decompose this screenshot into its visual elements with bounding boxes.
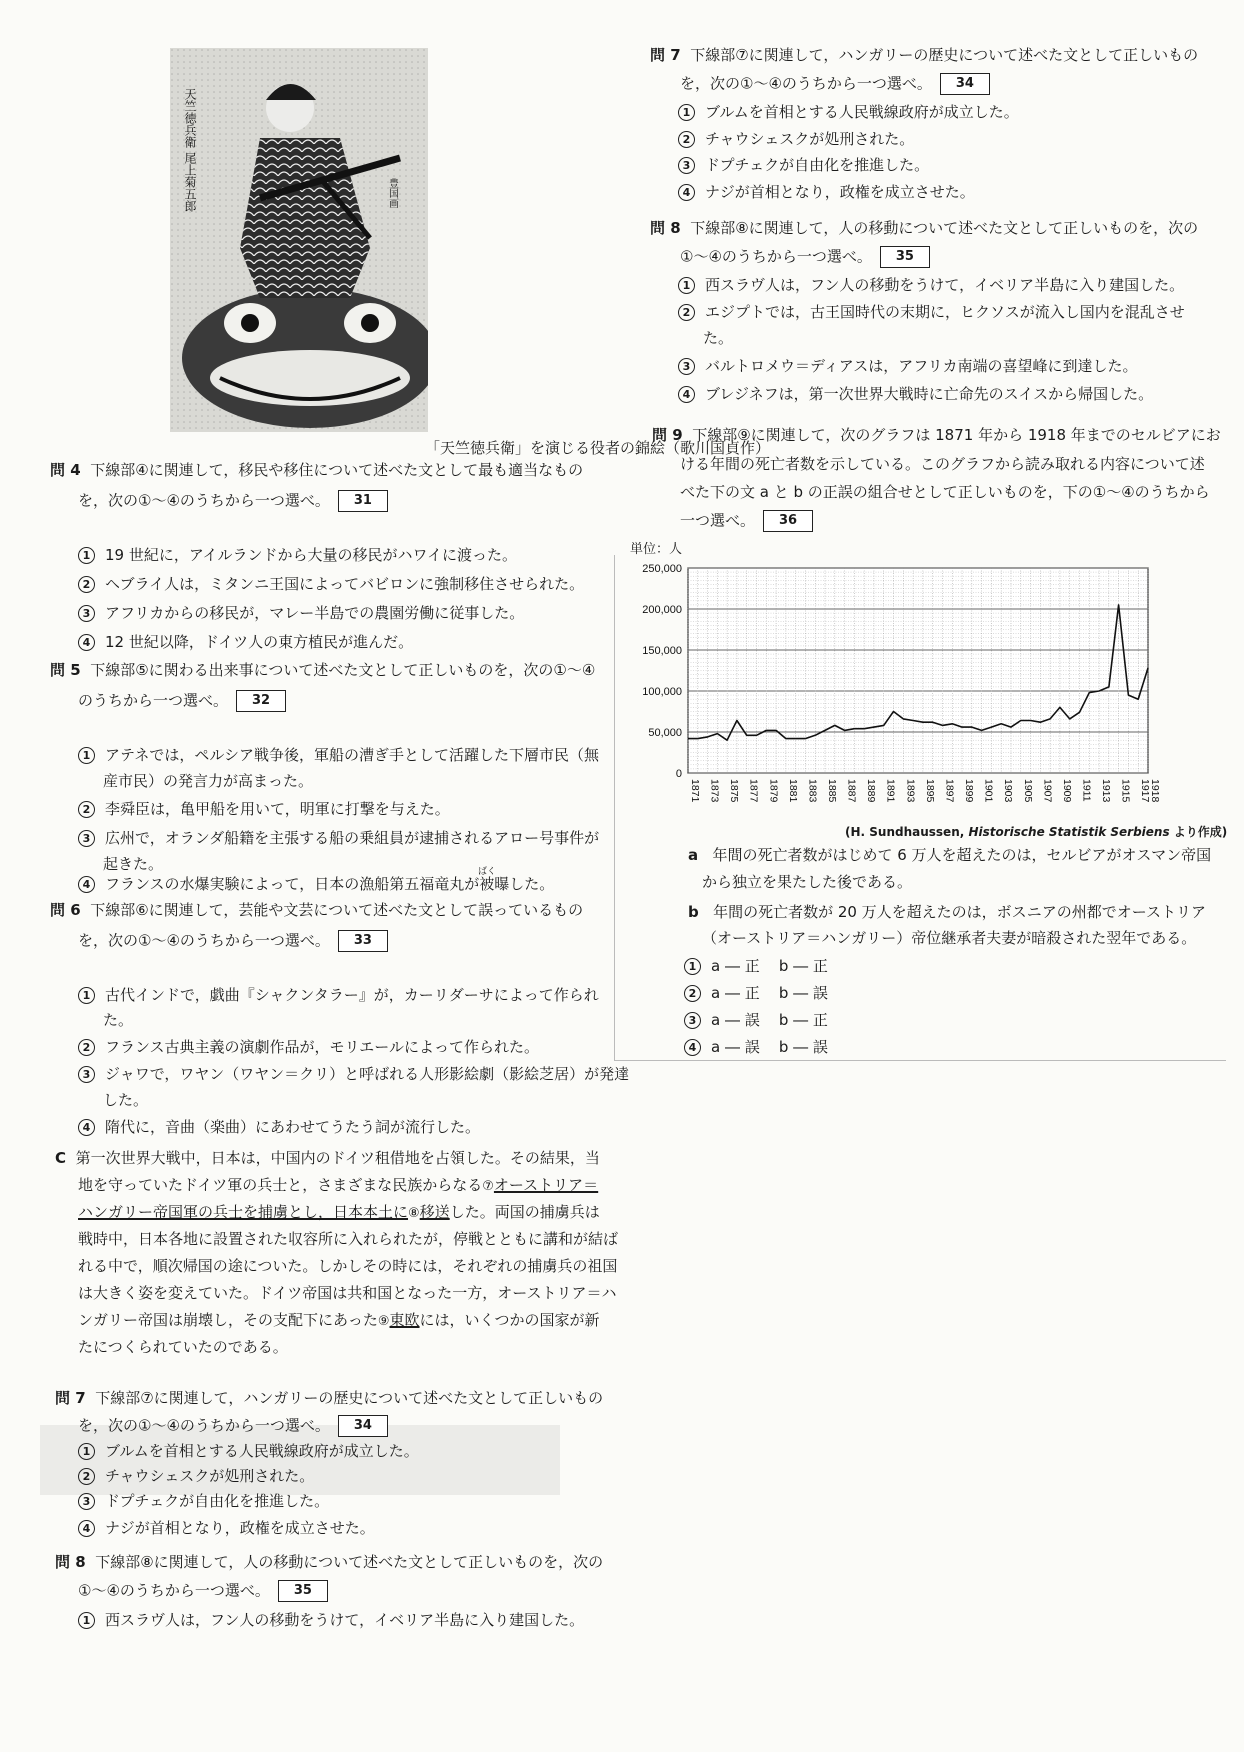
- passage-c-text-3b: した。両国の捕虜兵は: [449, 1203, 600, 1221]
- q5-option-1: [78, 745, 599, 765]
- q4-option-1-text: 19 世紀に，アイルランドから大量の移民がハワイに渡った。: [105, 546, 518, 564]
- q7-option-2: [678, 129, 914, 149]
- underline-7-text: オーストリア＝: [493, 1176, 599, 1194]
- q7-option-2-text: チャウシェスクが処刑された。: [705, 130, 915, 148]
- chart-source-post: より作成): [1169, 825, 1228, 839]
- q5-label: 問 5: [50, 661, 81, 679]
- q5-stem-2: [78, 690, 286, 712]
- q8-option-2-cont: た。: [703, 329, 734, 347]
- q8-option-2: [678, 302, 1185, 322]
- option-number-icon: 1: [78, 747, 95, 764]
- q5-stem-1: [50, 660, 595, 680]
- q4-label: 問 4: [50, 461, 81, 479]
- x-tick-label: 1899: [963, 779, 976, 803]
- q7-option-4: [678, 182, 975, 202]
- q8-left-option-1-text: 西スラヴ人は，フン人の移動をうけて，イベリア半島に入り建国した。: [105, 1611, 585, 1629]
- q5-option-4-text: フランスの水爆実験によって，日本の漁船第五福竜丸が被曝した。: [105, 875, 555, 893]
- y-tick-label: 150,000: [642, 645, 682, 657]
- option-number-icon: 4: [78, 634, 95, 651]
- x-tick-label: 1889: [865, 779, 878, 803]
- q6-option-4-text: 隋代に，音曲（楽曲）にあわせてうたう詞が流行した。: [105, 1118, 481, 1136]
- q4-answer-box[interactable]: 31: [338, 490, 388, 512]
- q7-left-option-3-text: ドプチェクが自由化を推進した。: [105, 1492, 330, 1510]
- q4-option-2-text: ヘブライ人は，ミタンニ王国によってバビロンに強制移住させられた。: [105, 575, 585, 593]
- q4-stem-2: [78, 490, 388, 512]
- x-tick-label: 1885: [826, 779, 839, 803]
- q5-option-3: [78, 828, 599, 848]
- q7-left-option-3: [78, 1491, 329, 1511]
- q8-stem-text-2: ①～④のうちから一つ選べ。: [680, 247, 872, 266]
- x-tick-label: 1891: [884, 779, 897, 803]
- q5-option-3-cont: 起きた。: [103, 855, 164, 873]
- x-tick-label: 1871: [689, 779, 701, 803]
- q7-left-option-4-text: ナジが首相となり，政権を成立させた。: [105, 1519, 375, 1537]
- option-number-icon: 3: [78, 1066, 95, 1083]
- q9-choice-1: [684, 956, 828, 976]
- q8-stem-1: [650, 218, 1198, 238]
- passage-c-text-3: ハンガリー帝国軍の兵士を捕虜とし，日本本土に: [78, 1203, 409, 1221]
- q9-statement-a-1: [688, 845, 1211, 865]
- passage-c-text-7: ンガリー帝国は崩壊し，その支配下にあった: [78, 1311, 378, 1329]
- q5-answer-box[interactable]: 32: [236, 690, 286, 712]
- q8-left-stem-1: [55, 1552, 603, 1572]
- choice-4-b: b ― 誤: [778, 1038, 828, 1056]
- q9-statement-a-2: から独立を果たした後である。: [702, 873, 913, 891]
- q4-option-2: [78, 574, 584, 594]
- x-tick-label: 1893: [904, 779, 917, 803]
- q7-left-option-2: [78, 1466, 314, 1486]
- q7-left-option-1-text: ブルムを首相とする人民戦線政府が成立した。: [105, 1442, 419, 1460]
- q8-option-3-text: バルトロメウ＝ディアスは，アフリカ南端の喜望峰に到達した。: [705, 357, 1138, 375]
- y-tick-label: 0: [675, 768, 682, 780]
- image-caption: 「天竺徳兵衛」を演じる役者の錦絵（歌川国貞作）: [425, 439, 771, 457]
- passage-c-line-8: たにつくられていたのである。: [78, 1338, 288, 1356]
- q7-left-option-1: [78, 1441, 419, 1461]
- q6-option-3-text: ジャワで，ワヤン（ワヤン＝クリ）と呼ばれる人形影絵劇（影絵芝居）が発達: [105, 1065, 630, 1083]
- option-number-icon: 4: [78, 1119, 95, 1136]
- option-number-icon: 1: [78, 1443, 95, 1460]
- q5-option-3-text: 広州で，オランダ船籍を主張する船の乗組員が逮捕されるアロー号事件が: [105, 829, 600, 847]
- q6-answer-box[interactable]: 33: [338, 930, 388, 952]
- q8-stem-text-1: 下線部⑧に関連して，人の移動について述べた文として正しいものを，次の: [690, 219, 1199, 237]
- chart-source: [845, 822, 1227, 842]
- q5-option-2-text: 李舜臣は，亀甲船を用いて，明軍に打撃を与えた。: [105, 800, 450, 818]
- q5-option-1-cont: 産市民）の発言力が高まった。: [103, 772, 314, 790]
- q9-answer-box[interactable]: 36: [763, 510, 813, 532]
- option-number-icon: 1: [78, 547, 95, 564]
- q8-left-stem-text-2: ①～④のうちから一つ選べ。: [78, 1581, 270, 1600]
- q9-stem-text-4: 一つ選べ。: [680, 511, 756, 530]
- chart-source-pre: (H. Sundhaussen,: [845, 825, 969, 839]
- x-tick-label: 1879: [767, 779, 780, 803]
- choice-1-b: b ― 正: [778, 957, 828, 975]
- q7-left-stem-text-1: 下線部⑦に関連して，ハンガリーの歴史について述べた文として正しいもの: [95, 1389, 604, 1407]
- q4-stem-1: [50, 460, 583, 480]
- option-number-icon: 3: [678, 358, 695, 375]
- q6-option-3-cont: した。: [103, 1091, 149, 1109]
- y-tick-label: 250,000: [642, 563, 682, 575]
- q7-option-1: [678, 102, 1019, 122]
- passage-c-line-5: れる中で，順次帰国の途についた。しかしその時には，それぞれの捕虜兵の祖国: [78, 1257, 618, 1275]
- actor-print-illustration: [170, 48, 428, 432]
- q9-label: 問 9: [652, 426, 683, 444]
- underline-9-text: 東欧: [389, 1311, 420, 1329]
- q5-stem-text-2: のうちから一つ選べ。: [78, 691, 229, 710]
- q4-option-1: [78, 545, 517, 565]
- x-tick-label: 1895: [923, 779, 936, 803]
- q8-left-stem-text-1: 下線部⑧に関連して，人の移動について述べた文として正しいものを，次の: [95, 1553, 604, 1571]
- option-number-icon: 1: [678, 104, 695, 121]
- q7-option-3-text: ドプチェクが自由化を推進した。: [705, 156, 930, 174]
- q8-option-4-text: ブレジネフは，第一次世界大戦時に亡命先のスイスから帰国した。: [705, 385, 1154, 403]
- q7-left-option-4: [78, 1518, 375, 1538]
- chart-unit-label: 単位：人: [630, 542, 683, 557]
- option-number-icon: 1: [78, 1612, 95, 1629]
- passage-c-text-2: 地を守っていたドイツ軍の兵士と，さまざまな民族からなる: [78, 1176, 483, 1194]
- choice-2-b: b ― 誤: [778, 984, 828, 1002]
- choice-4-a: a ― 誤: [711, 1038, 760, 1056]
- q7-left-stem-text-2: を，次の①～④のうちから一つ選べ。: [78, 1416, 330, 1435]
- underline-9-mark: ⑨: [377, 1314, 390, 1329]
- underline-7-mark: ⑦: [482, 1179, 494, 1194]
- option-number-icon: 3: [78, 1493, 95, 1510]
- q9-statement-b-1: [688, 902, 1206, 922]
- q6-stem-text-2: を，次の①～④のうちから一つ選べ。: [78, 931, 330, 950]
- x-tick-label: 1881: [786, 779, 799, 803]
- option-number-icon: 3: [684, 1012, 701, 1029]
- option-number-icon: 2: [678, 304, 695, 321]
- option-number-icon: 4: [684, 1039, 701, 1056]
- q7-left-option-2-text: チャウシェスクが処刑された。: [105, 1467, 315, 1485]
- q8-label: 問 8: [650, 219, 681, 237]
- option-number-icon: 2: [684, 985, 701, 1002]
- q7-stem-2: [680, 73, 990, 95]
- q7-label: 問 7: [650, 46, 681, 64]
- q4-option-3-text: アフリカからの移民が，マレー半島での農園労働に従事した。: [105, 604, 525, 622]
- q7-answer-box[interactable]: 34: [940, 73, 990, 95]
- q8-option-1: [678, 275, 1184, 295]
- q9-choice-2: [684, 983, 828, 1003]
- q7-stem-1: [650, 45, 1198, 65]
- statement-a-key: a: [688, 846, 699, 864]
- q6-stem-1: [50, 900, 583, 920]
- q4-stem-text-2: を，次の①～④のうちから一つ選べ。: [78, 491, 330, 510]
- x-tick-label: 1887: [845, 779, 858, 803]
- option-number-icon: 2: [678, 131, 695, 148]
- q7-stem-text-2: を，次の①～④のうちから一つ選べ。: [680, 74, 932, 93]
- q8-answer-box[interactable]: 35: [880, 246, 930, 268]
- q8-left-stem-2: [78, 1580, 328, 1602]
- x-tick-label: 1901: [982, 779, 995, 803]
- q7-option-3: [678, 155, 929, 175]
- y-tick-label: 200,000: [642, 604, 682, 616]
- q6-option-1: [78, 985, 599, 1005]
- q6-option-2: [78, 1037, 539, 1057]
- x-tick-label: 1897: [943, 779, 956, 803]
- choice-2-a: a ― 正: [711, 984, 760, 1002]
- y-tick-label: 50,000: [648, 727, 682, 739]
- passage-c-line-7: [78, 1310, 600, 1332]
- x-tick-label: 1911: [1080, 779, 1093, 802]
- q8-stem-2: [680, 246, 930, 268]
- woodblock-print-image: [170, 48, 428, 432]
- q9-stem-1: [652, 425, 1221, 445]
- q8-option-3: [678, 356, 1137, 376]
- x-tick-label: 1907: [1041, 779, 1054, 803]
- q8-option-1-text: 西スラヴ人は，フン人の移動をうけて，イベリア半島に入り建国した。: [705, 276, 1185, 294]
- q7-option-4-text: ナジが首相となり，政権を成立させた。: [705, 183, 975, 201]
- x-tick-label: 1918: [1149, 779, 1161, 803]
- q4-stem-text-1: 下線部④に関連して，移民や移住について述べた文として最も適当なもの: [90, 461, 584, 479]
- option-number-icon: 4: [678, 184, 695, 201]
- x-tick-label: 1909: [1060, 779, 1073, 803]
- option-number-icon: 1: [684, 958, 701, 975]
- option-number-icon: 3: [78, 830, 95, 847]
- q7-left-stem-1: [55, 1388, 603, 1408]
- scan-edge-line: [614, 555, 615, 1060]
- option-number-icon: 1: [678, 277, 695, 294]
- q6-stem-2: [78, 930, 388, 952]
- option-number-icon: 1: [78, 987, 95, 1004]
- passage-c-text-7b: には，いくつかの国家が新: [419, 1311, 600, 1329]
- passage-c-line-6: は大きく姿を変えていた。ドイツ帝国は共和国となった一方，オーストリア＝ハ: [78, 1284, 617, 1302]
- q5-option-4: [78, 874, 554, 894]
- x-tick-label: 1915: [1119, 779, 1132, 803]
- q4-option-4-text: 12 世紀以降，ドイツ人の東方植民が進んだ。: [105, 633, 414, 651]
- underline-8-mark: ⑧: [408, 1206, 420, 1221]
- q7-option-1-text: ブルムを首相とする人民戦線政府が成立した。: [705, 103, 1019, 121]
- passage-c-label: C: [55, 1149, 67, 1167]
- underline-8-text: 移送: [419, 1203, 450, 1221]
- q5-stem-text-1: 下線部⑤に関わる出来事について述べた文として正しいものを，次の①～④: [90, 661, 596, 679]
- option-number-icon: 2: [78, 1468, 95, 1485]
- option-number-icon: 4: [78, 876, 95, 893]
- option-number-icon: 3: [678, 157, 695, 174]
- choice-3-a: a ― 誤: [711, 1011, 760, 1029]
- q9-statement-b-2: （オーストリア＝ハンガリー）帝位継承者夫妻が暗殺された翌年である。: [702, 929, 1197, 947]
- y-tick-label: 100,000: [642, 686, 682, 698]
- q8-left-option-1: [78, 1610, 584, 1630]
- q7-left-label: 問 7: [55, 1389, 86, 1407]
- q9-stem-2: ける年間の死亡者数を示している。このグラフから読み取れる内容について述: [680, 455, 1205, 473]
- statement-a-text-1: 年間の死亡者数がはじめて 6 万人を超えたのは，セルビアがオスマン帝国: [712, 846, 1212, 864]
- option-number-icon: 2: [78, 1039, 95, 1056]
- q9-choice-4: [684, 1037, 828, 1057]
- chart-svg: [608, 558, 1168, 848]
- q9-stem-4: [680, 510, 813, 532]
- passage-c-text-1: 第一次世界大戦中，日本は，中国内のドイツ租借地を占領した。その結果，当: [75, 1149, 600, 1167]
- print-inscription-small: 天竺徳兵衛 尾上菊五郎: [183, 88, 197, 212]
- passage-c-line-3: [78, 1202, 600, 1224]
- choice-1-a: a ― 正: [711, 957, 760, 975]
- q9-stem-3: べた下の文 a と b の正誤の組合せとして正しいものを，下の①～④のうちから: [680, 483, 1210, 501]
- x-tick-label: 1903: [1002, 779, 1015, 803]
- death-count-chart: [608, 540, 1168, 840]
- q4-option-3: [78, 603, 524, 623]
- scan-edge-line: [614, 1060, 1226, 1061]
- x-tick-label: 1875: [728, 779, 741, 803]
- statement-b-text-1: 年間の死亡者数が 20 万人を超えたのは，ボスニアの州都でオーストリア: [713, 903, 1206, 921]
- print-signature: 豊国画: [386, 178, 398, 208]
- q6-label: 問 6: [50, 901, 81, 919]
- q8-option-4: [678, 384, 1153, 404]
- q8-left-answer-box[interactable]: 35: [278, 1580, 328, 1602]
- x-tick-label: 1913: [1100, 779, 1113, 803]
- q5-option-4-ruby: ばく: [478, 867, 497, 877]
- option-number-icon: 2: [78, 576, 95, 593]
- passage-c-line-4: 戦時中，日本各地に設置された収容所に入れられたが，停戦とともに講和が結ば: [78, 1230, 619, 1248]
- q4-option-4: [78, 632, 413, 652]
- q5-option-1-text: アテネでは，ペルシア戦争後，軍船の漕ぎ手として活躍した下層市民（無: [105, 746, 600, 764]
- q9-choice-3: [684, 1010, 828, 1030]
- option-number-icon: 2: [78, 801, 95, 818]
- q7-left-stem-2: [78, 1415, 388, 1437]
- option-number-icon: 4: [78, 1520, 95, 1537]
- q6-option-2-text: フランス古典主義の演劇作品が，モリエールによって作られた。: [105, 1038, 539, 1056]
- q7-stem-text-1: 下線部⑦に関連して，ハンガリーの歴史について述べた文として正しいもの: [690, 46, 1199, 64]
- q5-option-2: [78, 799, 450, 819]
- q7-left-answer-box[interactable]: 34: [338, 1415, 388, 1437]
- q6-option-1-cont: た。: [103, 1011, 134, 1029]
- q8-left-label: 問 8: [55, 1553, 86, 1571]
- x-tick-label: 1917: [1139, 779, 1152, 803]
- passage-c-line-2: [78, 1175, 598, 1197]
- x-tick-label: 1905: [1021, 779, 1034, 803]
- passage-c-line-1: [55, 1148, 600, 1168]
- x-tick-label: 1883: [806, 779, 819, 803]
- q6-option-3: [78, 1064, 629, 1084]
- q6-option-1-text: 古代インドで，戯曲『シャクンタラー』が，カーリダーサによって作られ: [105, 986, 599, 1004]
- q8-option-2-text: エジプトでは，古王国時代の末期に，ヒクソスが流入し国内を混乱させ: [705, 303, 1185, 321]
- q6-option-4: [78, 1117, 480, 1137]
- option-number-icon: 4: [678, 386, 695, 403]
- statement-b-key: b: [688, 903, 699, 921]
- x-tick-label: 1877: [747, 779, 760, 803]
- x-tick-label: 1873: [708, 779, 721, 803]
- option-number-icon: 3: [78, 605, 95, 622]
- q6-stem-text-1: 下線部⑥に関連して，芸能や文芸について述べた文として誤っているもの: [90, 901, 584, 919]
- chart-source-title: Historische Statistik Serbiens: [968, 825, 1170, 839]
- q9-stem-text-1: 下線部⑨に関連して，次のグラフは 1871 年から 1918 年までのセルビアにお: [692, 426, 1221, 444]
- choice-3-b: b ― 正: [778, 1011, 828, 1029]
